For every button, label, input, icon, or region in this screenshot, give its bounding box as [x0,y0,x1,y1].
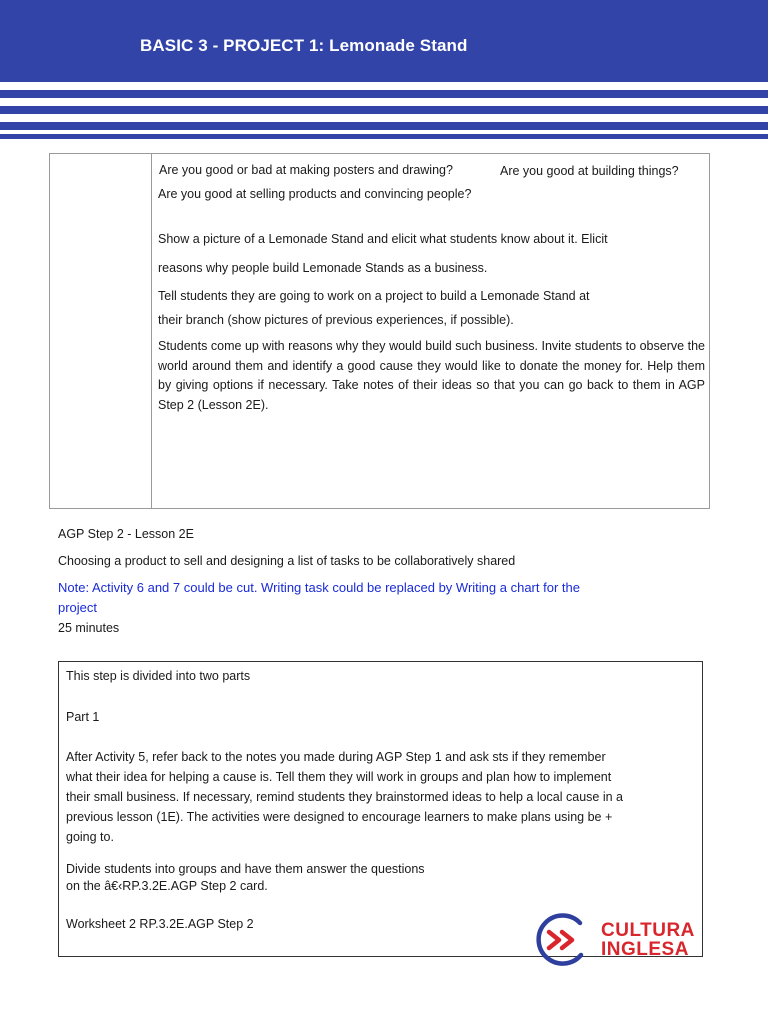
cultura-inglesa-logo [533,911,708,969]
table-column-divider [151,154,152,508]
header-stripe [0,90,768,98]
box-paragraph-line: Divide students into groups and have them answer the questions [66,862,425,876]
step-duration: 25 minutes [58,621,120,635]
step-heading: AGP Step 2 - Lesson 2E [58,527,194,541]
box-paragraph-line: on the â€‹RP.3.2E.AGP Step 2 card. [66,879,268,893]
document-title: BASIC 3 - PROJECT 1: Lemonade Stand [140,36,468,55]
box-part-label: Part 1 [66,710,100,724]
instruction-paragraph: Students come up with reasons why they would build such business. Invite students to observe the world around them and identify a good cause they would like to donate the money for. Help them by giving options if necessary. Take notes of their ideas so that you can go back to them in AGP Step 2 (Lesson 2E). [158,339,705,412]
instruction-line: Show a picture of a Lemonade Stand and elicit what students know about it. Elicit [158,232,608,246]
question-posters: Are you good or bad at making posters and drawing? [159,163,453,177]
step-note: Note: Activity 6 and 7 could be cut. Writing task could be replaced by Writing a chart for the project [58,580,580,615]
header-stripe [0,134,768,139]
logo-text-inglesa: INGLESA [601,939,689,960]
header-stripe [0,106,768,114]
question-selling: Are you good at selling products and convincing people? [158,187,472,201]
instruction-line: their branch (show pictures of previous experiences, if possible). [158,313,514,327]
lesson-plan-table [49,153,710,509]
header-band [0,0,768,82]
logo-text-cultura: CULTURA [601,920,695,941]
instruction-line: reasons why people build Lemonade Stands as a business. [158,261,488,275]
header-stripe [0,122,768,130]
box-worksheet: Worksheet 2 RP.3.2E.AGP Step 2 [66,917,254,931]
box-paragraph: After Activity 5, refer back to the notes you made during AGP Step 1 and ask sts if they remember what their idea for helping a cause is. Tell them they will work in groups and plan how to implement their small business. If necessary, remind students they brainstormed ideas to help a local cause in a previous lesson (1E). The activities were designed to encourage learners to make plans using be + going to. [66,750,623,844]
step-subtitle: Choosing a product to sell and designing a list of tasks to be collaboratively shared [58,554,516,568]
double-chevron-circle-icon [533,911,591,969]
box-intro: This step is divided into two parts [66,669,251,683]
instruction-line: Tell students they are going to work on a project to build a Lemonade Stand at [158,289,590,303]
question-building: Are you good at building things? [500,164,679,178]
